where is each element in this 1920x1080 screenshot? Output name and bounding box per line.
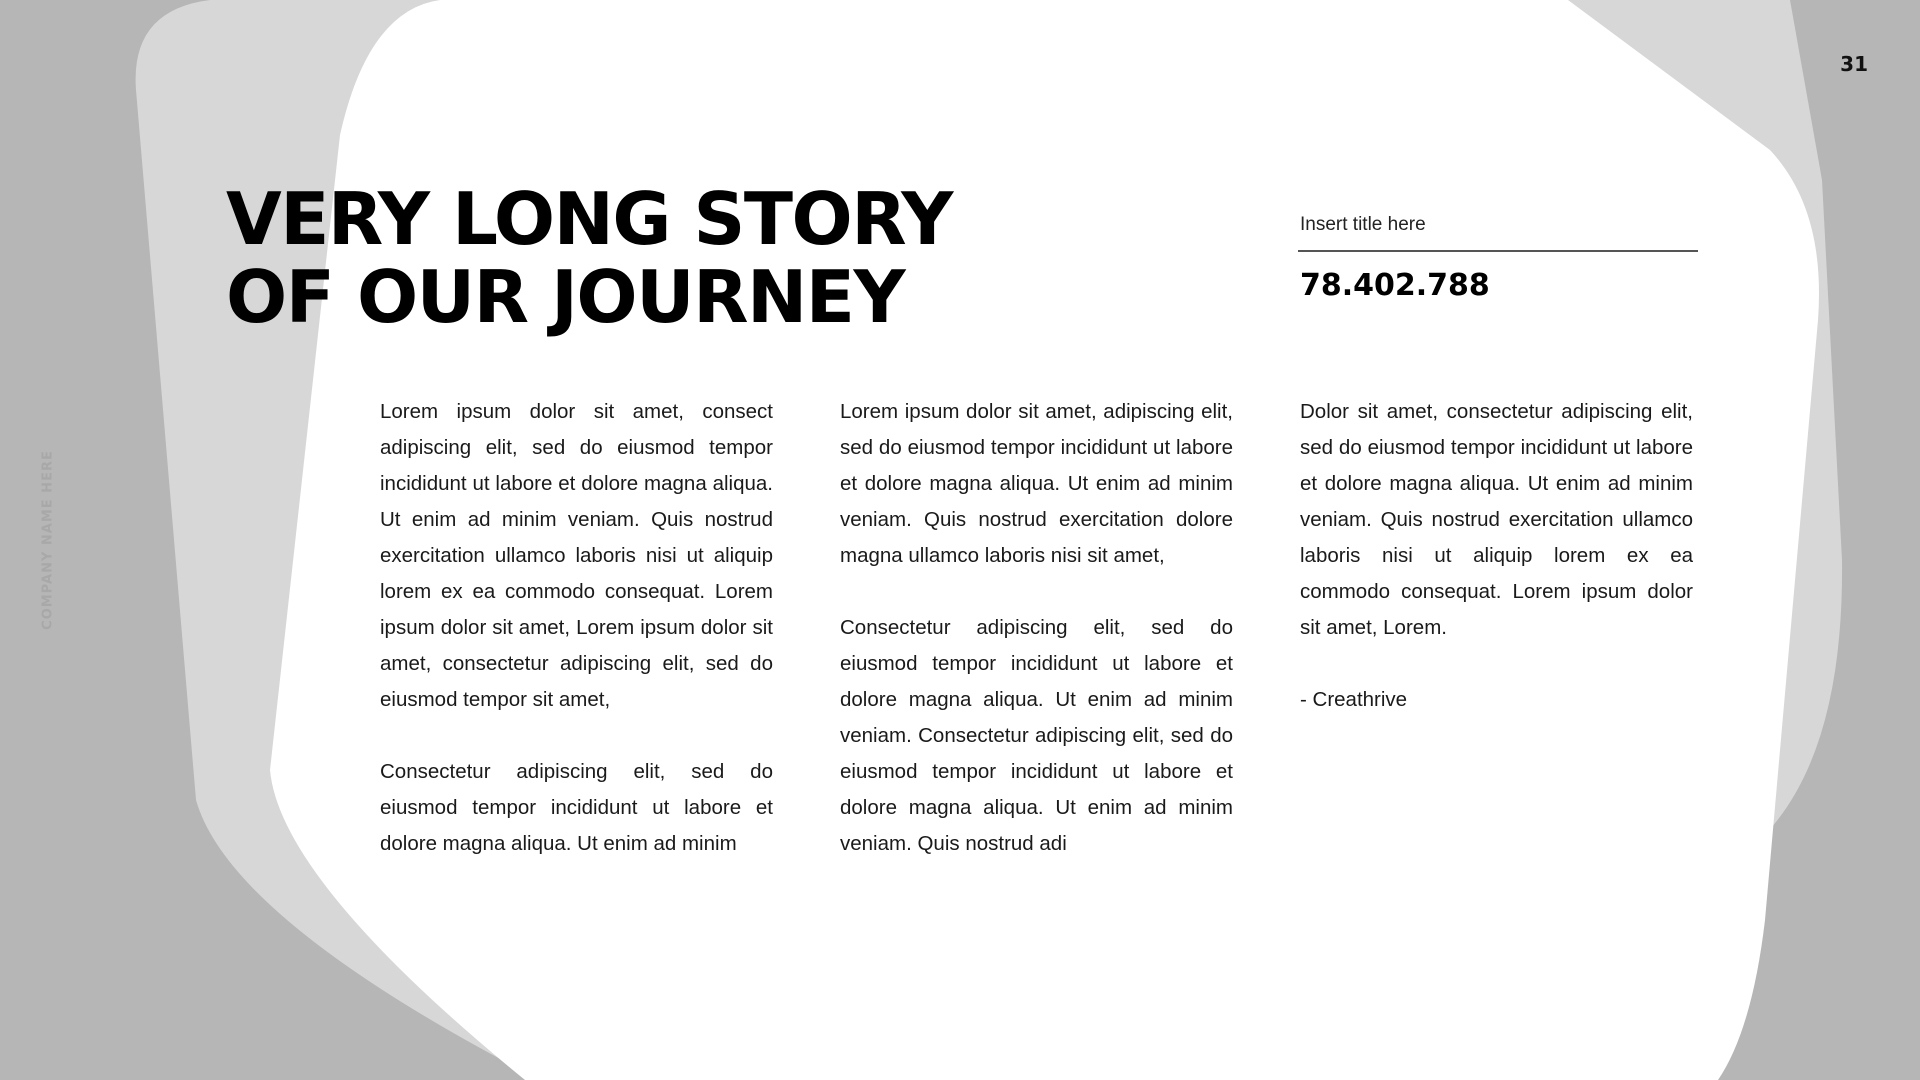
paragraph: Lorem ipsum dolor sit amet, consect adipiscing elit, sed do eiusmod tempor incididunt ut labore et dolore magna aliqua. Ut enim ad minim veniam. Quis nostrud exercitation ullamco laboris nisi ut aliquip lorem ex ea commodo consequat. Lorem ipsum dolor sit amet, Lorem ipsum dolor sit amet, consectetur adipiscing elit, sed do eiusmod tempor sit amet, bbox=[380, 400, 773, 711]
paragraph: Consectetur adipiscing elit, sed do eiusmod tempor incididunt ut labore et dolore magna aliqua. Ut enim ad minim veniam. Consectetur adipiscing elit, sed do eiusmod tempor incididunt ut labore et dolore magna aliqua. Ut enim ad minim veniam. Quis nostrud adi bbox=[840, 616, 1233, 855]
company-name-vertical: COMPANY NAME HERE bbox=[40, 450, 56, 630]
signature-text: - Creathrive bbox=[1300, 688, 1408, 711]
paragraph: Dolor sit amet, consectetur adipiscing elit, sed do eiusmod tempor incididunt ut labore et dolore magna aliqua. Ut enim ad minim veniam. Quis nostrud exercitation ullamco laboris nisi ut aliquip lorem ex ea commodo consequat. Lorem ipsum dolor sit amet, Lorem. bbox=[1300, 400, 1693, 639]
page-title bbox=[226, 177, 952, 339]
text-column-3 bbox=[1300, 394, 1693, 754]
text-column-1 bbox=[380, 394, 773, 898]
paragraph: Lorem ipsum dolor sit amet, adipiscing elit, sed do eiusmod tempor incididunt ut labore et dolore magna aliqua. Ut enim ad minim veniam. Quis nostrud exercitation dolore magna ullamco laboris nisi sit amet, bbox=[840, 400, 1233, 567]
page-number: 31 bbox=[1840, 52, 1868, 76]
stat-label: Insert title here bbox=[1298, 214, 1698, 252]
title-line-2: OF OUR JOURNEY bbox=[226, 255, 905, 339]
stat-block bbox=[1298, 214, 1698, 303]
paragraph: Consectetur adipiscing elit, sed do eiusmod tempor incididunt ut labore et dolore magna aliqua. Ut enim ad minim bbox=[380, 760, 773, 855]
title-line-1: VERY LONG STORY bbox=[226, 177, 952, 261]
text-column-2 bbox=[840, 394, 1233, 898]
stat-value: 78.402.788 bbox=[1300, 268, 1490, 303]
